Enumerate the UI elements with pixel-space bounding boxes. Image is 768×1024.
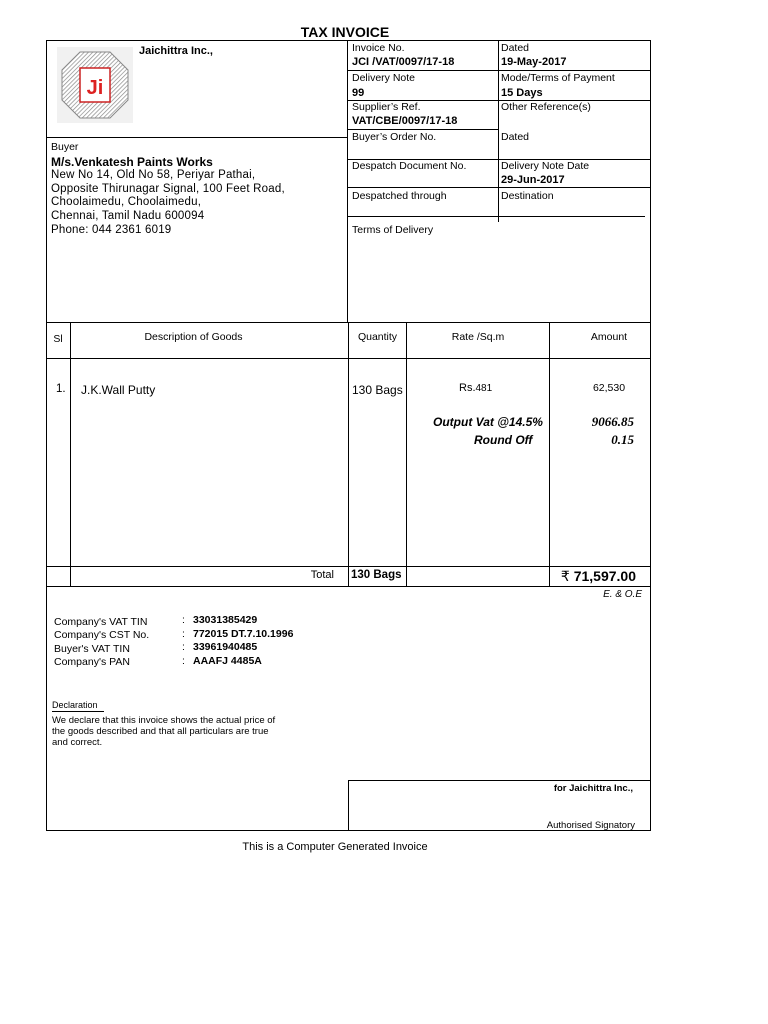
declaration-text: and correct. [52, 737, 103, 748]
buyer-order-label: Buyer’s Order No. [352, 131, 437, 143]
invoice-date: 19-May-2017 [501, 56, 567, 68]
despatch-document-label: Despatch Document No. [352, 160, 467, 172]
delivery-note-label: Delivery Note [352, 72, 416, 84]
tax-id-label: Company's VAT TIN [54, 616, 148, 628]
output-vat-amount: 9066.85 [591, 414, 634, 429]
company-logo [56, 46, 134, 124]
rate-currency-prefix: Rs. [459, 382, 476, 394]
tax-id-label: Company's CST No. [54, 629, 150, 641]
eoe-note: E. & O.E [603, 589, 642, 600]
dated-label: Dated [501, 42, 530, 54]
invoice-no-label: Invoice No. [352, 42, 405, 54]
col-header-amount: Amount [590, 331, 628, 343]
signature-for-company: for Jaichittra Inc., [553, 783, 633, 794]
svg-text:Ji: Ji [86, 77, 104, 99]
col-header-sl: Sl [53, 333, 63, 345]
total-amount: ₹ 71,597.00 [560, 568, 636, 584]
tax-id-label: Buyer's VAT TIN [54, 643, 130, 655]
computer-generated-note: This is a Computer Generated Invoice [242, 841, 428, 853]
round-off-label: Round Off [474, 433, 533, 447]
tax-id-value: 33961940485 [193, 641, 258, 653]
tax-id-value: 33031385429 [193, 614, 258, 626]
tax-id-value: 772015 DT.7.10.1996 [193, 628, 294, 640]
declaration-text: We declare that this invoice shows the actual price of [52, 715, 276, 726]
buyer-address-line: Opposite Thirunagar Signal, 100 Feet Road, [51, 183, 285, 195]
terms-of-delivery-label: Terms of Delivery [352, 224, 434, 236]
despatched-through-label: Despatched through [352, 190, 447, 202]
item-quantity: 130 Bags [352, 383, 403, 397]
item-sl: 1. [56, 383, 66, 395]
payment-terms: 15 Days [501, 87, 543, 99]
total-label: Total [310, 569, 334, 581]
other-reference-label: Other Reference(s) [501, 101, 591, 113]
buyer-phone: Phone: 044 2361 6019 [51, 224, 172, 236]
invoice-no: JCI /VAT/0097/17-18 [352, 56, 455, 68]
col-header-description: Description of Goods [144, 331, 243, 343]
output-vat-label: Output Vat @14.5% [433, 415, 543, 429]
item-amount: 62,530 [592, 382, 626, 394]
delivery-note-date-label: Delivery Note Date [501, 160, 590, 172]
item-rate [459, 382, 492, 394]
declaration-label: Declaration [52, 700, 104, 712]
destination-label: Destination [501, 190, 554, 202]
tax-id-value: AAAFJ 4485A [193, 655, 262, 667]
invoice-title: TAX INVOICE [300, 24, 390, 40]
buyer-label: Buyer [51, 141, 79, 153]
col-header-rate: Rate /Sq.m [451, 331, 505, 343]
round-off-amount: 0.15 [611, 432, 634, 447]
buyer-address-line: New No 14, Old No 58, Periyar Pathai, [51, 169, 256, 181]
seller-name: Jaichittra Inc., [139, 45, 213, 57]
delivery-note-date: 29-Jun-2017 [501, 174, 565, 186]
buyer-name: M/s.Venkatesh Paints Works [51, 155, 213, 169]
order-dated-label: Dated [501, 131, 530, 143]
supplier-ref-label: Supplier’s Ref. [352, 101, 421, 113]
delivery-note: 99 [352, 87, 365, 99]
buyer-address-line: Choolaimedu, Choolaimedu, [51, 196, 202, 208]
authorised-signatory: Authorised Signatory [546, 820, 635, 831]
declaration-text: the goods described and that all particulars are true [52, 726, 269, 737]
item-description: J.K.Wall Putty [81, 383, 156, 397]
col-header-quantity: Quantity [357, 331, 398, 343]
supplier-ref: VAT/CBE/0097/17-18 [352, 115, 458, 127]
total-quantity: 130 Bags [351, 569, 402, 581]
buyer-address-line: Chennai, Tamil Nadu 600094 [51, 210, 205, 222]
payment-terms-label: Mode/Terms of Payment [501, 72, 615, 84]
rupee-icon: ₹ [560, 568, 570, 584]
tax-id-label: Company's PAN [54, 656, 130, 668]
rate-value: 481 [475, 383, 493, 394]
